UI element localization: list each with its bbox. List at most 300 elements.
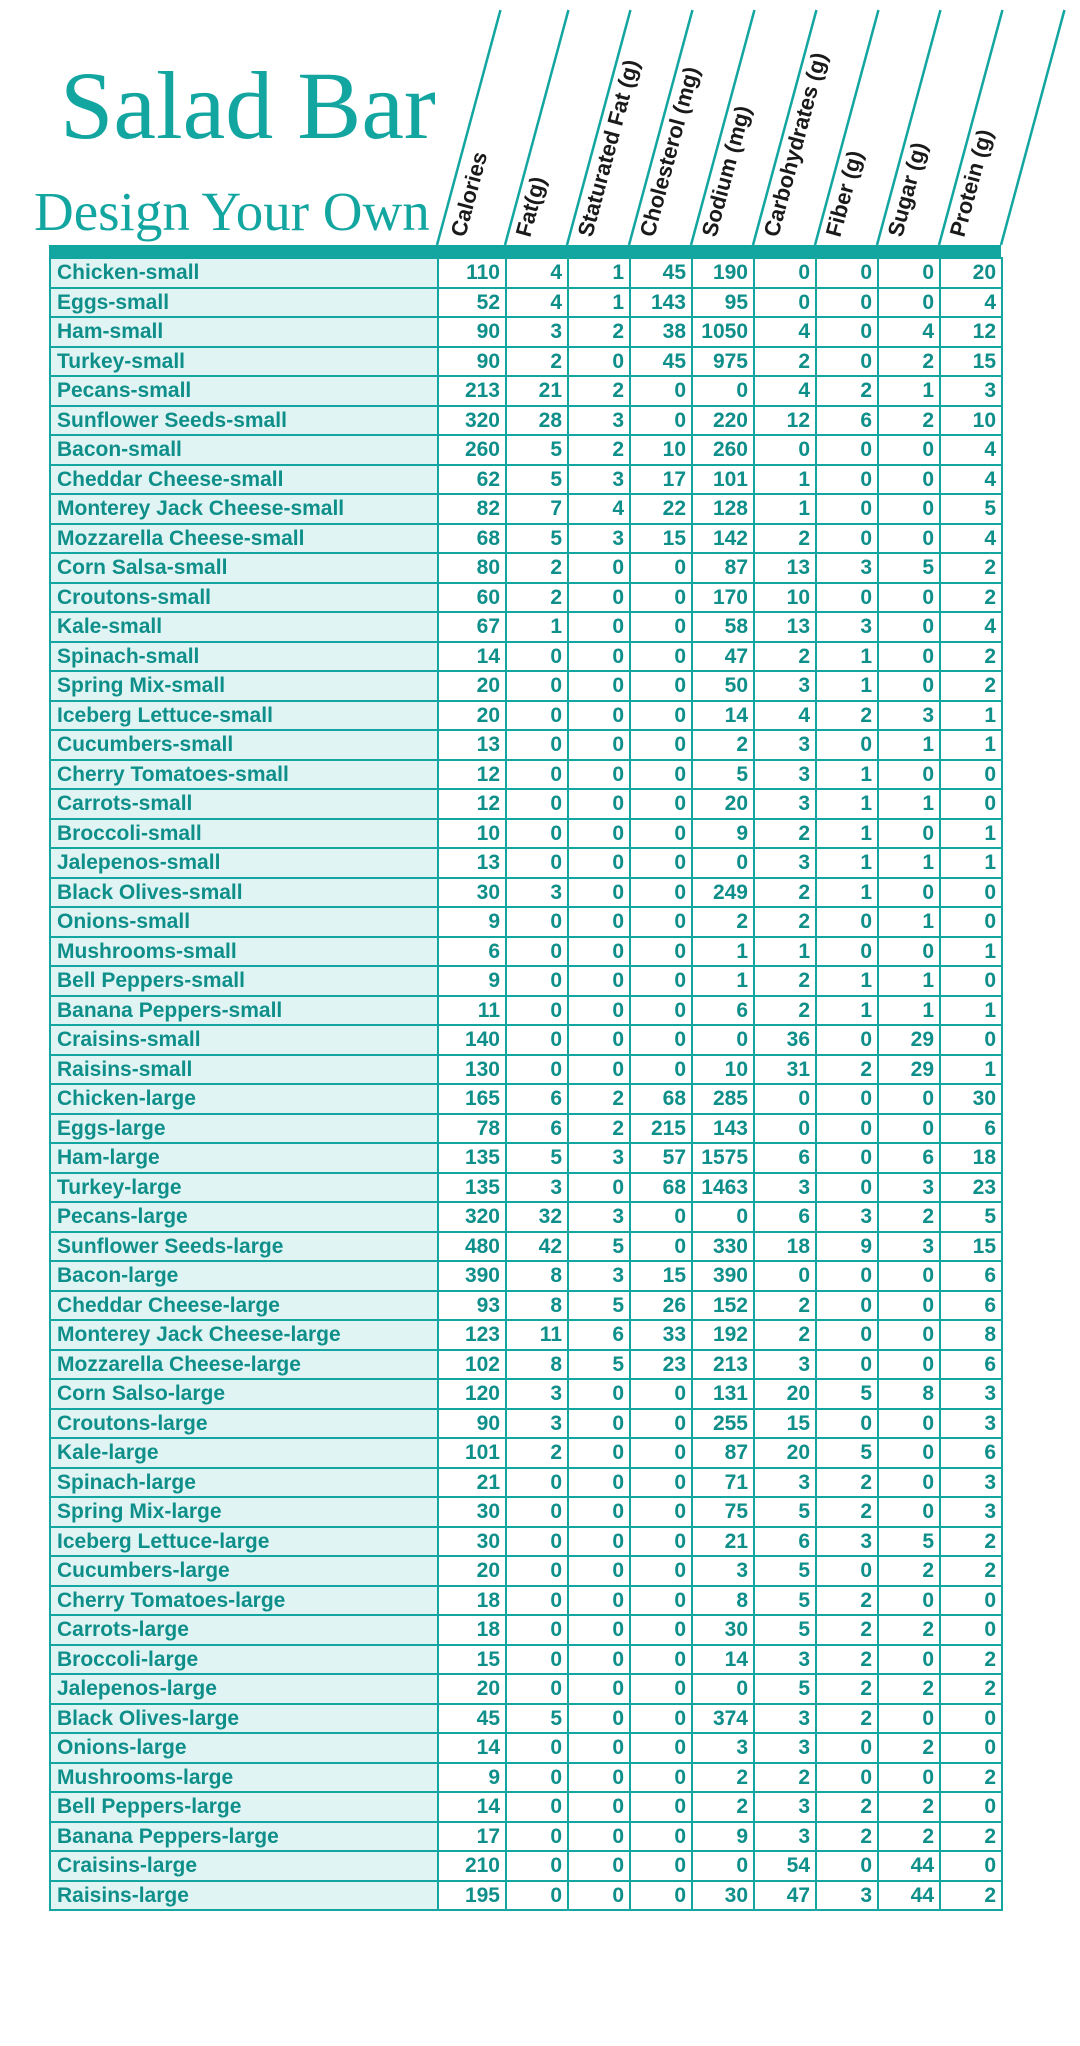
nutrient-value: 0	[816, 907, 878, 937]
nutrient-value: 0	[568, 642, 630, 672]
row-label: Sunflower Seeds-small	[50, 406, 438, 436]
nutrient-value: 26	[630, 1291, 692, 1321]
nutrient-value: 2	[692, 730, 754, 760]
nutrient-value: 5	[754, 1674, 816, 1704]
table-row	[50, 1202, 1002, 1232]
nutrient-value: 2	[940, 1674, 1002, 1704]
nutrient-value: 50	[692, 671, 754, 701]
nutrient-value: 10	[438, 819, 506, 849]
row-label: Chicken-large	[50, 1084, 438, 1114]
nutrient-value: 0	[630, 1409, 692, 1439]
nutrient-value: 0	[630, 1556, 692, 1586]
table-row	[50, 760, 1002, 790]
nutrient-value: 3	[506, 317, 568, 347]
nutrient-value: 9	[438, 1763, 506, 1793]
nutrient-value: 0	[816, 435, 878, 465]
nutrient-value: 45	[630, 347, 692, 377]
nutrient-value: 44	[878, 1851, 940, 1881]
row-label: Monterey Jack Cheese-small	[50, 494, 438, 524]
nutrient-value: 2	[816, 1468, 878, 1498]
nutrient-value: 3	[878, 1173, 940, 1203]
nutrient-value: 0	[568, 848, 630, 878]
nutrient-value: 18	[940, 1143, 1002, 1173]
nutrient-value: 143	[692, 1114, 754, 1144]
nutrient-value: 6	[568, 1320, 630, 1350]
row-label: Bacon-large	[50, 1261, 438, 1291]
nutrient-value: 0	[816, 1291, 878, 1321]
nutrient-value: 6	[692, 996, 754, 1026]
nutrient-value: 4	[754, 701, 816, 731]
nutrient-value: 33	[630, 1320, 692, 1350]
row-label: Black Olives-small	[50, 878, 438, 908]
row-label: Corn Salsa-small	[50, 553, 438, 583]
nutrient-value: 0	[506, 1851, 568, 1881]
nutrient-value: 6	[940, 1291, 1002, 1321]
nutrient-value: 0	[568, 1733, 630, 1763]
nutrient-value: 30	[438, 878, 506, 908]
nutrient-value: 374	[692, 1704, 754, 1734]
nutrient-value: 15	[754, 1409, 816, 1439]
table-row	[50, 1084, 1002, 1114]
nutrient-value: 0	[568, 1025, 630, 1055]
nutrient-value: 5	[568, 1232, 630, 1262]
row-label: Chicken-small	[50, 258, 438, 288]
nutrient-value: 3	[754, 848, 816, 878]
row-label: Turkey-large	[50, 1173, 438, 1203]
nutrient-value: 0	[630, 1202, 692, 1232]
nutrient-value: 10	[754, 583, 816, 613]
nutrient-value: 0	[506, 760, 568, 790]
nutrient-value: 0	[630, 553, 692, 583]
nutrient-value: 2	[940, 583, 1002, 613]
nutrient-value: 2	[568, 435, 630, 465]
nutrient-value: 0	[506, 1556, 568, 1586]
nutrient-value: 20	[438, 1556, 506, 1586]
nutrient-value: 1	[940, 937, 1002, 967]
nutrient-value: 1	[940, 1055, 1002, 1085]
nutrient-value: 14	[438, 1733, 506, 1763]
nutrient-value: 3	[940, 1409, 1002, 1439]
nutrient-value: 44	[878, 1881, 940, 1911]
nutrient-value: 5	[754, 1497, 816, 1527]
nutrient-value: 10	[940, 406, 1002, 436]
nutrient-value: 0	[878, 258, 940, 288]
nutrient-value: 2	[816, 1055, 878, 1085]
nutrient-value: 4	[568, 494, 630, 524]
nutrient-value: 3	[754, 760, 816, 790]
nutrient-value: 21	[692, 1527, 754, 1557]
nutrient-value: 1	[878, 848, 940, 878]
nutrient-value: 102	[438, 1350, 506, 1380]
nutrient-value: 18	[754, 1232, 816, 1262]
nutrient-value: 5	[754, 1556, 816, 1586]
nutrient-value: 0	[506, 1881, 568, 1911]
row-label: Cucumbers-small	[50, 730, 438, 760]
nutrient-value: 30	[692, 1615, 754, 1645]
nutrient-value: 4	[940, 435, 1002, 465]
nutrient-value: 0	[878, 1438, 940, 1468]
nutrient-value: 170	[692, 583, 754, 613]
nutrient-value: 1	[940, 848, 1002, 878]
nutrient-value: 0	[568, 1763, 630, 1793]
nutrient-value: 0	[816, 1556, 878, 1586]
table-row	[50, 1261, 1002, 1291]
nutrient-value: 2	[754, 1291, 816, 1321]
nutrient-value: 0	[816, 465, 878, 495]
nutrient-value: 131	[692, 1379, 754, 1409]
nutrient-value: 0	[878, 1468, 940, 1498]
nutrient-value: 0	[878, 1409, 940, 1439]
nutrient-value: 5	[940, 494, 1002, 524]
column-header: Sugar (g)	[882, 139, 932, 240]
nutrient-value: 0	[940, 1851, 1002, 1881]
table-row	[50, 406, 1002, 436]
nutrient-value: 2	[940, 642, 1002, 672]
nutrient-value: 2	[940, 1527, 1002, 1557]
table-row	[50, 1881, 1002, 1911]
nutrient-value: 93	[438, 1291, 506, 1321]
nutrient-value: 0	[630, 1586, 692, 1616]
nutrient-value: 15	[940, 347, 1002, 377]
nutrient-value: 21	[438, 1468, 506, 1498]
nutrient-value: 5	[878, 1527, 940, 1557]
row-label: Kale-small	[50, 612, 438, 642]
nutrient-value: 17	[438, 1822, 506, 1852]
nutrient-value: 143	[630, 288, 692, 318]
nutrient-value: 0	[630, 878, 692, 908]
nutrient-value: 320	[438, 406, 506, 436]
nutrient-value: 6	[940, 1261, 1002, 1291]
nutrient-value: 2	[940, 553, 1002, 583]
nutrient-value: 12	[438, 789, 506, 819]
nutrient-value: 2	[816, 1792, 878, 1822]
nutrient-value: 0	[630, 1881, 692, 1911]
nutrient-value: 330	[692, 1232, 754, 1262]
nutrient-value: 0	[878, 288, 940, 318]
nutrient-value: 4	[940, 288, 1002, 318]
nutrient-value: 21	[506, 376, 568, 406]
nutrient-value: 1	[568, 288, 630, 318]
nutrient-value: 2	[816, 1674, 878, 1704]
nutrient-value: 5	[568, 1350, 630, 1380]
nutrient-value: 3	[878, 1232, 940, 1262]
nutrient-value: 0	[878, 1291, 940, 1321]
nutrient-value: 140	[438, 1025, 506, 1055]
nutrient-value: 47	[692, 642, 754, 672]
nutrient-value: 0	[630, 701, 692, 731]
nutrient-value: 0	[506, 1645, 568, 1675]
nutrient-value: 2	[568, 1114, 630, 1144]
nutrient-value: 0	[940, 966, 1002, 996]
nutrient-value: 8	[506, 1291, 568, 1321]
nutrient-value: 0	[878, 1645, 940, 1675]
table-row	[50, 494, 1002, 524]
nutrient-value: 6	[754, 1527, 816, 1557]
nutrient-value: 0	[630, 1497, 692, 1527]
table-row	[50, 1350, 1002, 1380]
nutrient-value: 260	[692, 435, 754, 465]
table-row	[50, 730, 1002, 760]
row-label: Spinach-small	[50, 642, 438, 672]
column-header-area	[0, 0, 1080, 260]
nutrient-value: 2	[816, 1497, 878, 1527]
nutrient-value: 0	[506, 1055, 568, 1085]
nutrient-value: 30	[940, 1084, 1002, 1114]
nutrient-value: 0	[878, 524, 940, 554]
nutrient-value: 0	[878, 494, 940, 524]
table-row	[50, 347, 1002, 377]
nutrient-value: 0	[630, 1645, 692, 1675]
nutrient-value: 71	[692, 1468, 754, 1498]
nutrient-value: 2	[940, 1763, 1002, 1793]
nutrient-value: 0	[506, 1733, 568, 1763]
nutrient-value: 0	[816, 1320, 878, 1350]
nutrient-value: 0	[630, 1763, 692, 1793]
nutrient-value: 58	[692, 612, 754, 642]
nutrient-value: 95	[692, 288, 754, 318]
nutrient-value: 3	[878, 701, 940, 731]
nutrient-value: 0	[506, 1615, 568, 1645]
nutrient-value: 2	[506, 553, 568, 583]
nutrient-value: 1	[816, 789, 878, 819]
nutrient-value: 1050	[692, 317, 754, 347]
row-label: Craisins-small	[50, 1025, 438, 1055]
row-label: Bacon-small	[50, 435, 438, 465]
nutrient-value: 0	[816, 1084, 878, 1114]
nutrient-value: 0	[568, 1822, 630, 1852]
nutrient-value: 0	[816, 494, 878, 524]
column-header: Carbohydrates (g)	[758, 49, 832, 240]
nutrient-value: 165	[438, 1084, 506, 1114]
nutrient-value: 6	[438, 937, 506, 967]
nutrient-value: 260	[438, 435, 506, 465]
row-label: Mozzarella Cheese-small	[50, 524, 438, 554]
page-title: Salad Bar	[60, 52, 436, 159]
nutrient-value: 0	[878, 1763, 940, 1793]
nutrient-value: 6	[754, 1143, 816, 1173]
nutrient-value: 0	[940, 1586, 1002, 1616]
nutrient-value: 0	[878, 878, 940, 908]
nutrient-value: 0	[878, 1084, 940, 1114]
table-row	[50, 1615, 1002, 1645]
nutrient-value: 57	[630, 1143, 692, 1173]
nutrient-value: 3	[506, 878, 568, 908]
table-row	[50, 465, 1002, 495]
row-label: Banana Peppers-large	[50, 1822, 438, 1852]
nutrient-value: 0	[816, 1173, 878, 1203]
row-label: Onions-large	[50, 1733, 438, 1763]
nutrient-value: 68	[438, 524, 506, 554]
nutrient-value: 0	[878, 671, 940, 701]
table-row	[50, 376, 1002, 406]
nutrient-value: 29	[878, 1025, 940, 1055]
nutrient-value: 0	[878, 819, 940, 849]
nutrient-value: 2	[754, 1320, 816, 1350]
nutrient-value: 0	[568, 1586, 630, 1616]
nutrient-value: 23	[940, 1173, 1002, 1203]
nutrient-value: 0	[568, 1173, 630, 1203]
nutrient-value: 62	[438, 465, 506, 495]
nutrient-value: 1	[816, 878, 878, 908]
nutrient-value: 0	[630, 1615, 692, 1645]
nutrient-value: 3	[754, 671, 816, 701]
row-label: Cheddar Cheese-large	[50, 1291, 438, 1321]
nutrient-value: 1	[940, 996, 1002, 1026]
nutrient-value: 3	[568, 1143, 630, 1173]
nutrient-value: 0	[878, 1704, 940, 1734]
nutrient-value: 255	[692, 1409, 754, 1439]
nutrient-value: 52	[438, 288, 506, 318]
table-row	[50, 1497, 1002, 1527]
nutrient-value: 0	[506, 1792, 568, 1822]
nutrient-value: 0	[816, 288, 878, 318]
row-label: Onions-small	[50, 907, 438, 937]
nutrient-value: 67	[438, 612, 506, 642]
nutrient-value: 0	[878, 1497, 940, 1527]
nutrient-value: 0	[816, 1763, 878, 1793]
nutrient-value: 14	[438, 1792, 506, 1822]
nutrient-value: 2	[940, 1645, 1002, 1675]
column-header: Fiber (g)	[820, 147, 868, 240]
column-header: Calories	[445, 148, 493, 240]
table-row	[50, 1468, 1002, 1498]
nutrient-value: 2	[754, 1763, 816, 1793]
row-label: Mushrooms-large	[50, 1763, 438, 1793]
nutrient-value: 0	[630, 1438, 692, 1468]
nutrient-value: 0	[816, 730, 878, 760]
page-subtitle: Design Your Own	[34, 181, 430, 242]
row-label: Jalepenos-large	[50, 1674, 438, 1704]
nutrient-value: 123	[438, 1320, 506, 1350]
nutrient-value: 0	[630, 642, 692, 672]
nutrient-value: 54	[754, 1851, 816, 1881]
nutrient-value: 0	[506, 701, 568, 731]
nutrient-value: 135	[438, 1143, 506, 1173]
table-row	[50, 1822, 1002, 1852]
nutrient-value: 2	[878, 1615, 940, 1645]
nutrient-value: 0	[940, 760, 1002, 790]
nutrient-value: 0	[568, 1645, 630, 1675]
nutrient-value: 0	[630, 376, 692, 406]
column-header: Fat(g)	[510, 173, 551, 240]
nutrient-value: 0	[816, 1851, 878, 1881]
nutrient-value: 130	[438, 1055, 506, 1085]
nutrient-value: 0	[940, 1704, 1002, 1734]
table-row	[50, 1733, 1002, 1763]
nutrient-value: 6	[940, 1350, 1002, 1380]
nutrient-value: 8	[506, 1261, 568, 1291]
row-label: Raisins-small	[50, 1055, 438, 1085]
nutrient-value: 47	[754, 1881, 816, 1911]
nutrient-value: 2	[568, 317, 630, 347]
nutrient-value: 1	[940, 819, 1002, 849]
nutrient-value: 0	[630, 996, 692, 1026]
nutrient-value: 120	[438, 1379, 506, 1409]
nutrient-value: 0	[630, 848, 692, 878]
nutrient-value: 0	[692, 1025, 754, 1055]
nutrient-value: 101	[692, 465, 754, 495]
nutrient-value: 1463	[692, 1173, 754, 1203]
nutrient-value: 8	[692, 1586, 754, 1616]
nutrient-value: 0	[568, 1468, 630, 1498]
table-row	[50, 642, 1002, 672]
nutrient-value: 20	[438, 701, 506, 731]
nutrient-value: 87	[692, 1438, 754, 1468]
nutrient-value: 45	[630, 258, 692, 288]
row-label: Monterey Jack Cheese-large	[50, 1320, 438, 1350]
nutrient-value: 0	[568, 553, 630, 583]
nutrient-value: 0	[506, 1586, 568, 1616]
row-label: Cheddar Cheese-small	[50, 465, 438, 495]
nutrient-value: 3	[568, 524, 630, 554]
nutrient-value: 0	[692, 848, 754, 878]
nutrient-value: 42	[506, 1232, 568, 1262]
table-row	[50, 966, 1002, 996]
nutrient-value: 0	[630, 966, 692, 996]
nutrient-value: 18	[438, 1586, 506, 1616]
nutrient-value: 0	[568, 966, 630, 996]
table-row	[50, 1025, 1002, 1055]
nutrient-value: 2	[816, 376, 878, 406]
nutrient-value: 0	[630, 1792, 692, 1822]
nutrient-value: 23	[630, 1350, 692, 1380]
nutrient-value: 1	[754, 494, 816, 524]
nutrient-value: 0	[754, 1114, 816, 1144]
nutrient-value: 20	[754, 1438, 816, 1468]
nutrient-value: 3	[754, 1733, 816, 1763]
nutrient-value: 0	[568, 1851, 630, 1881]
header-divider	[1001, 10, 1064, 245]
nutrient-value: 0	[568, 1881, 630, 1911]
nutrient-value: 1	[816, 760, 878, 790]
table-row	[50, 819, 1002, 849]
nutrient-value: 3	[754, 789, 816, 819]
nutrient-value: 0	[754, 435, 816, 465]
nutrient-value: 38	[630, 317, 692, 347]
nutrient-value: 0	[568, 1497, 630, 1527]
nutrient-value: 0	[878, 465, 940, 495]
row-label: Raisins-large	[50, 1881, 438, 1911]
nutrient-value: 1	[754, 465, 816, 495]
nutrient-value: 0	[568, 1792, 630, 1822]
nutrient-value: 0	[568, 730, 630, 760]
nutrient-value: 0	[568, 937, 630, 967]
nutrient-value: 0	[816, 1409, 878, 1439]
nutrient-value: 0	[506, 1497, 568, 1527]
nutrient-value: 12	[940, 317, 1002, 347]
nutrient-value: 0	[816, 1350, 878, 1380]
nutrient-value: 5	[692, 760, 754, 790]
nutrient-value: 0	[568, 583, 630, 613]
column-header: Sodium (mg)	[696, 102, 756, 240]
nutrient-value: 4	[754, 376, 816, 406]
table-row	[50, 1527, 1002, 1557]
nutrient-value: 2	[940, 671, 1002, 701]
nutrient-value: 6	[878, 1143, 940, 1173]
nutrient-value: 5	[940, 1202, 1002, 1232]
nutrient-value: 68	[630, 1084, 692, 1114]
nutrient-value: 0	[630, 937, 692, 967]
nutrient-value: 12	[438, 760, 506, 790]
nutrient-value: 2	[568, 1084, 630, 1114]
nutrient-value: 5	[754, 1586, 816, 1616]
table-row	[50, 907, 1002, 937]
table-row	[50, 878, 1002, 908]
nutrient-value: 0	[878, 1261, 940, 1291]
nutrient-value: 1	[878, 376, 940, 406]
nutrient-value: 1	[692, 937, 754, 967]
nutrient-value: 0	[506, 671, 568, 701]
